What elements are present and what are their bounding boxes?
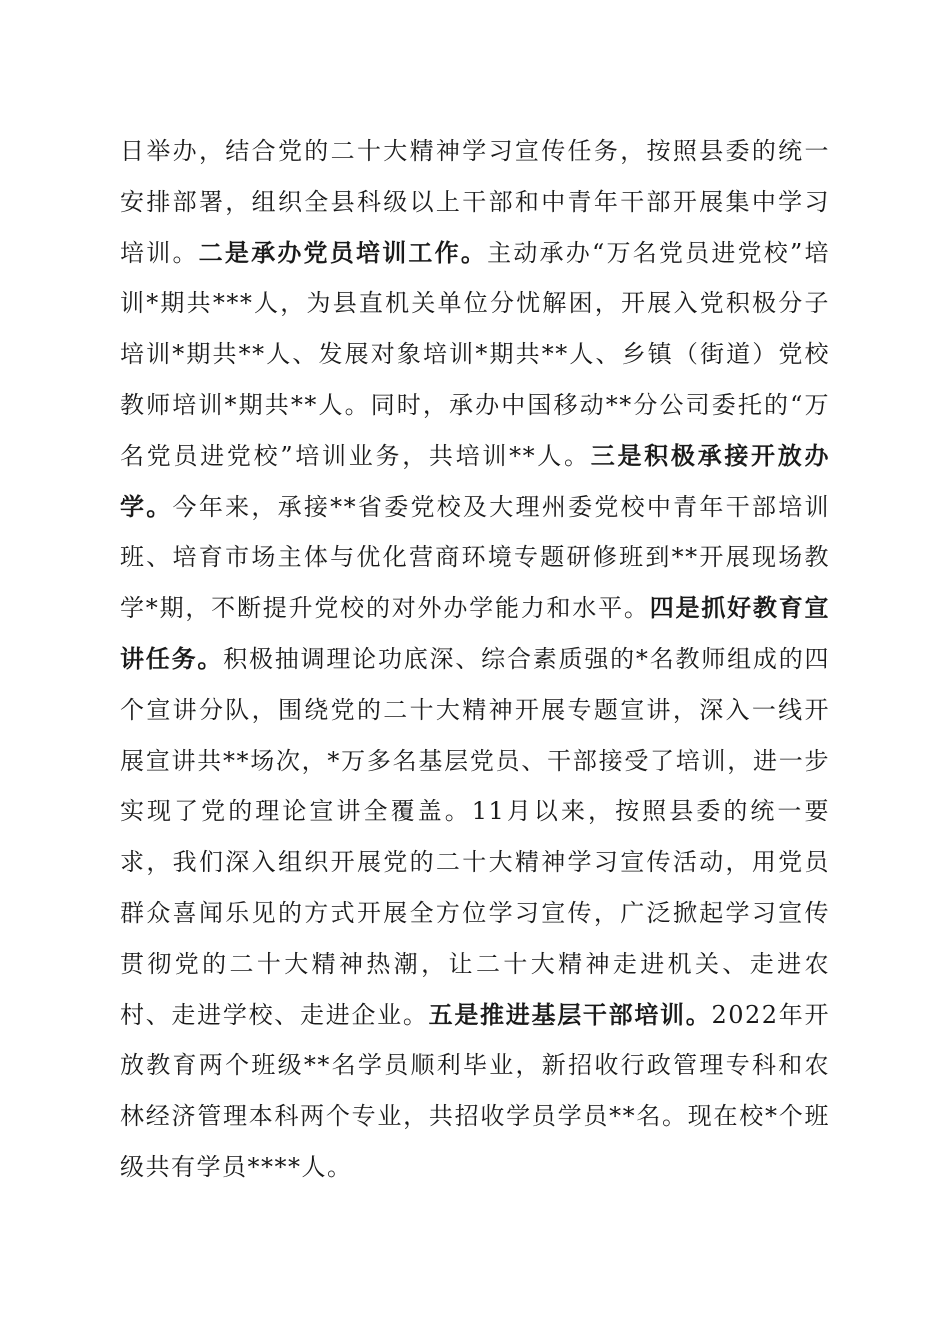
text-run: 日举办，结合党的二十大精神学习宣传任务，按照县委的统一安排部署，组织全县科级以上干部和中青年干部开展集中学习培训。: [120, 137, 830, 267]
text-run: 今年来，承接**省委党校及大理州委党校中青年干部培训班、培育市场主体与优化营商环境专题研修班到**开展现场教学*期，不断提升党校的对外办学能力和水平。: [120, 492, 831, 623]
text-run: 积极抽调理论功底深、综合素质强的*名教师组成的四个宣讲分队，围绕党的二十大精神开展专题宣讲，深入一线开展宣讲共**场次，*万多名基层党员、干部接受了培训，进一步实现了党的理论宣讲全覆盖。11月以来，按照县委的统一要求，我们深入组织开展党的二十大精神学习宣传活动，用党员群众喜闻乐见的方式开展全方位学习宣传，广泛掀起学习宣传贯彻党的二十大精神热潮，让二十大精神走进机关、走进农村、走进学校、走进企业。: [120, 644, 831, 1029]
heading-run-2: 二是承办党员培训工作。: [198, 238, 488, 267]
heading-run-3: 三是积极承接开放办学。: [120, 441, 830, 521]
body-paragraph: [120, 126, 830, 1193]
text-run: 主动承办“万名党员进党校”培训*期共***人，为县直机关单位分忧解困，开展入党积极分子培训*期共**人、发展对象培训*期共**人、乡镇（街道）党校教师培训*期共**人。同时，承办中国移动**分公司委托的“万名党员进党校”培训业务，共培训**人。: [120, 238, 831, 470]
heading-run-4: 四是抓好教育宣讲任务。: [120, 594, 831, 673]
heading-run-5: 五是推进基层干部培训。: [428, 1000, 712, 1029]
text-run: 2022年开放教育两个班级**名学员顺利毕业，新招收行政管理专科和农林经济管理本科两个专业，共招收学员学员**名。现在校*个班级共有学员****人。: [120, 1000, 831, 1181]
